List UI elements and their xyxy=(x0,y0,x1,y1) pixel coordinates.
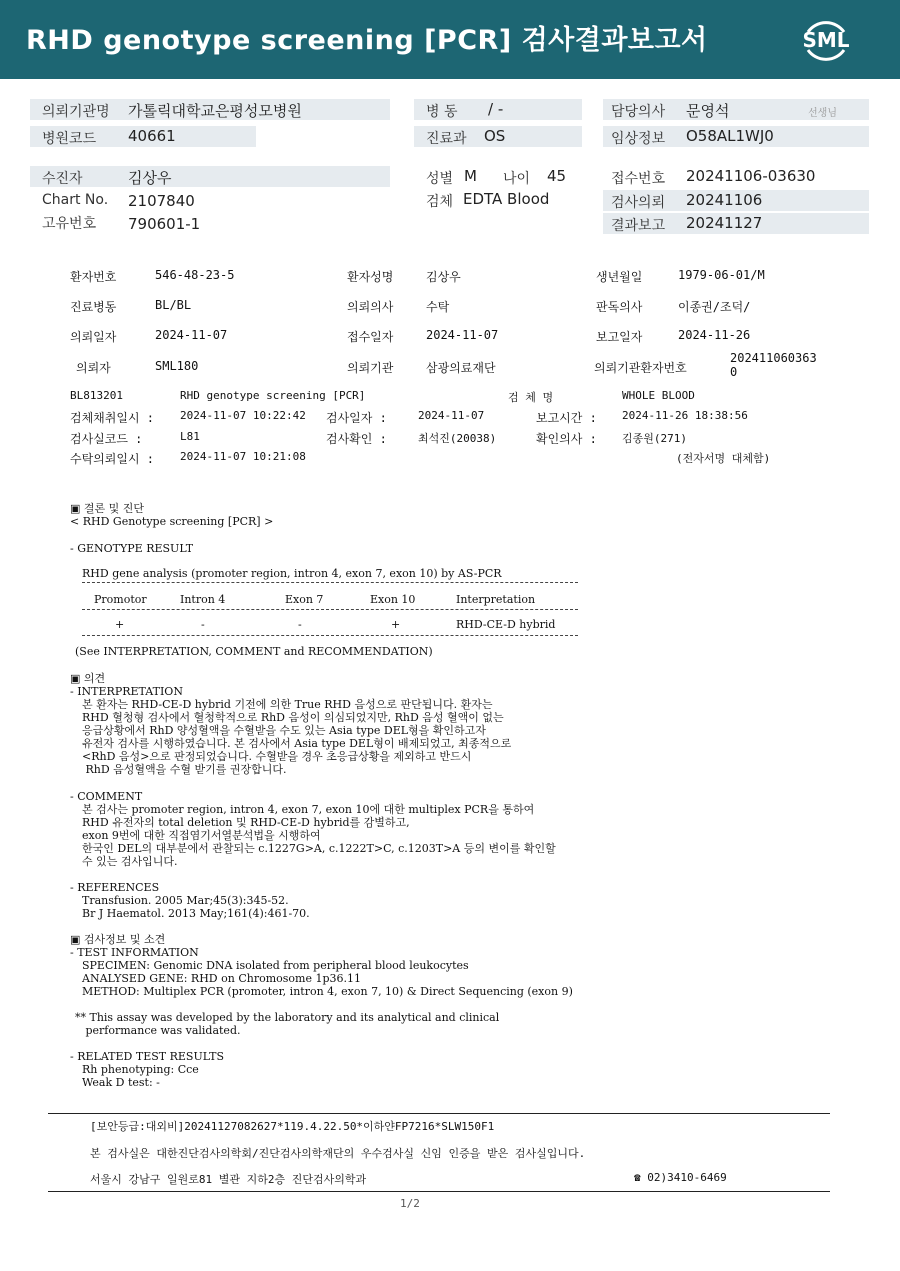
age-label: 나이 xyxy=(503,171,531,187)
institution-label: 의뢰기관명 xyxy=(42,104,110,120)
testinfo-line-1: SPECIMEN: Genomic DNA isolated from peripheral blood leukocytes xyxy=(82,959,469,972)
cell-intron4: - xyxy=(201,618,205,631)
d2-label-2: 검사확인 : xyxy=(326,432,387,446)
specimen-label: 검체 xyxy=(426,194,454,210)
doctor-label: 담당의사 xyxy=(611,104,666,120)
r4-label-1: 의뢰자 xyxy=(76,361,111,375)
assay-note-1: ** This assay was developed by the laboratory and its analytical and clinical xyxy=(75,1011,500,1024)
table-divider-top xyxy=(82,582,578,583)
doctor-value: 문영석 xyxy=(686,102,730,120)
r1-label-2: 환자성명 xyxy=(347,270,394,284)
cell-exon10: + xyxy=(391,618,401,631)
sml-logo xyxy=(796,12,856,68)
interp-line-2: RHD 혈청형 검사에서 혈청학적으로 RhD 음성이 의심되었지만, RhD 음성 혈액이 없는 xyxy=(82,711,504,724)
cell-interpretation: RHD-CE-D hybrid xyxy=(456,618,556,631)
testinfo-line-3: METHOD: Multiplex PCR (promoter, intron 4, exon 7, 10) & Direct Sequencing (exon 9) xyxy=(82,985,573,998)
ref-line-1: Transfusion. 2005 Mar;45(3):345-52. xyxy=(82,894,289,907)
d3-value-1: 2024-11-07 10:21:08 xyxy=(180,450,306,463)
col-exon10: Exon 10 xyxy=(370,593,416,606)
r4-value-3b: 0 xyxy=(730,365,738,379)
uid-label: 고유번호 xyxy=(42,216,97,232)
d2-label-3: 확인의사 : xyxy=(536,432,597,446)
chart-value: 2107840 xyxy=(128,192,195,210)
r1-value-2: 김상우 xyxy=(426,270,461,284)
d1-label-3: 보고시간 : xyxy=(536,411,597,425)
dept-value: OS xyxy=(484,127,506,145)
receipt-value: 20241106-03630 xyxy=(686,167,816,185)
comment-head: - COMMENT xyxy=(70,790,143,803)
footer-line-top xyxy=(48,1113,830,1114)
uid-value: 790601-1 xyxy=(128,215,201,233)
hospital-code-value: 40661 xyxy=(128,127,176,145)
r1-value-1: 546-48-23-5 xyxy=(155,268,235,282)
d1-label-1: 검체채취일시 : xyxy=(70,411,155,425)
phone-line: ☎ 02)3410-6469 xyxy=(634,1171,727,1184)
d2-value-1: L81 xyxy=(180,430,200,443)
report-value: 20241127 xyxy=(686,214,763,232)
r3-label-3: 보고일자 xyxy=(596,330,643,344)
security-line: [보안등급:대외비]20241127082627*119.4.22.50*이하얀FP7216*SLW150F1 xyxy=(90,1120,495,1133)
logo-text: SML xyxy=(802,28,850,52)
comment-line-1: 본 검사는 promoter region, intron 4, exon 7, exon 10에 대한 multiplex PCR을 통하여 xyxy=(82,803,535,816)
interp-line-5: <RhD 음성>으로 판정되었습니다. 수혈받을 경우 초응급상황을 제외하고 반드시 xyxy=(82,750,472,763)
report-title: RHD genotype screening [PCR] 검사결과보고서 xyxy=(26,25,708,56)
r4-value-3: 202411060363 xyxy=(730,351,817,365)
address-line: 서울시 강남구 일원로81 별관 지하2층 진단검사의학과 xyxy=(90,1173,367,1186)
specimen-value: EDTA Blood xyxy=(463,190,550,208)
r2-value-3: 이종권/조덕/ xyxy=(678,300,751,314)
d2-value-2: 최석진(20038) xyxy=(418,432,497,445)
sex-label: 성별 xyxy=(426,171,454,187)
table-divider-bottom xyxy=(82,635,578,636)
r2-label-3: 판독의사 xyxy=(596,300,643,314)
d2-value-3: 김종원(271) xyxy=(622,432,687,445)
assay-note-2: performance was validated. xyxy=(75,1024,241,1037)
d3-label-1: 수탁의뢰일시 : xyxy=(70,452,155,466)
request-value: 20241106 xyxy=(686,191,763,209)
related-line-2: Weak D test: - xyxy=(82,1076,160,1089)
r3-value-2: 2024-11-07 xyxy=(426,328,499,342)
r4-value-1: SML180 xyxy=(155,359,199,373)
interp-line-3: 응급상황에서 RhD 양성혈액을 수혈받을 수도 있는 Asia type DEL형을 확인하고자 xyxy=(82,724,486,737)
interp-line-4: 유전자 검사를 시행하였습니다. 본 검사에서 Asia type DEL형이 배제되었고, 최종적으로 xyxy=(82,737,512,750)
testinfo-line-2: ANALYSED GENE: RHD on Chromosome 1p36.11 xyxy=(82,972,361,985)
col-promotor: Promotor xyxy=(94,593,147,606)
r4-label-3: 의뢰기관환자번호 xyxy=(594,361,687,375)
r2-label-1: 진료병동 xyxy=(70,300,117,314)
comment-line-4: 한국인 DEL의 대부분에서 관찰되는 c.1227G>A, c.1222T>C, c.1203T>A 등의 변이를 확인할 xyxy=(82,842,556,855)
request-label: 검사의뢰 xyxy=(611,195,666,211)
d1-value-2: 2024-11-07 xyxy=(418,409,485,422)
r3-value-1: 2024-11-07 xyxy=(155,328,228,342)
table-divider-mid xyxy=(82,609,578,610)
footer-line-bottom xyxy=(48,1191,830,1192)
page-number: 1/2 xyxy=(400,1197,420,1210)
col-exon7: Exon 7 xyxy=(285,593,324,606)
age-value: 45 xyxy=(547,167,567,185)
r2-value-2: 수탁 xyxy=(426,300,450,314)
d1-value-1: 2024-11-07 10:22:42 xyxy=(180,409,306,422)
report-label: 결과보고 xyxy=(611,218,666,234)
patient-box xyxy=(30,166,390,187)
r3-label-2: 접수일자 xyxy=(347,330,394,344)
r2-label-2: 의뢰의사 xyxy=(347,300,394,314)
patient-label: 수진자 xyxy=(42,171,83,187)
genotype-head: - GENOTYPE RESULT xyxy=(70,542,194,555)
related-head: - RELATED TEST RESULTS xyxy=(70,1050,224,1063)
r1-value-3: 1979-06-01/M xyxy=(678,268,765,282)
interp-line-6: RhD 음성혈액을 수혈 받기를 권장합니다. xyxy=(82,763,287,776)
doctor-suffix: 선생님 xyxy=(808,108,837,119)
ref-line-2: Br J Haematol. 2013 May;161(4):461-70. xyxy=(82,907,310,920)
test-name: RHD genotype screening [PCR] xyxy=(180,389,366,402)
d2-label-1: 검사실코드 : xyxy=(70,432,143,446)
report-header xyxy=(0,0,900,79)
cell-promotor: + xyxy=(115,618,125,631)
r2-value-1: BL/BL xyxy=(155,298,192,312)
specimen-name-value: WHOLE BLOOD xyxy=(622,389,695,402)
opinion-title: ▣ 의견 xyxy=(70,672,106,685)
col-interpretation: Interpretation xyxy=(456,593,536,606)
see-note: (See INTERPRETATION, COMMENT and RECOMMENDATION) xyxy=(75,645,433,658)
ward-value: / - xyxy=(488,100,504,118)
r3-value-3: 2024-11-26 xyxy=(678,328,751,342)
receipt-label: 접수번호 xyxy=(611,171,666,187)
institution-value: 가톨릭대학교은평성모병원 xyxy=(128,102,302,120)
testinfo-head: - TEST INFORMATION xyxy=(70,946,199,959)
r4-label-2: 의뢰기관 xyxy=(347,361,394,375)
e-sign-note: (전자서명 대체함) xyxy=(676,452,771,465)
testinfo-title: ▣ 검사정보 및 소견 xyxy=(70,933,166,946)
col-intron4: Intron 4 xyxy=(180,593,226,606)
hospital-code-label: 병원코드 xyxy=(42,131,97,147)
related-line-1: Rh phenotyping: Cce xyxy=(82,1063,199,1076)
ward-label: 병 동 xyxy=(426,104,458,120)
d1-value-3: 2024-11-26 18:38:56 xyxy=(622,409,748,422)
dept-label: 진료과 xyxy=(426,131,467,147)
analysis-line: RHD gene analysis (promoter region, intron 4, exon 7, exon 10) by AS-PCR xyxy=(82,567,502,580)
ref-head: - REFERENCES xyxy=(70,881,160,894)
section1-title: ▣ 결론 및 진단 xyxy=(70,502,145,515)
chart-label: Chart No. xyxy=(42,192,109,208)
r4-value-2: 삼광의료재단 xyxy=(426,361,496,375)
clinical-value: O58AL1WJ0 xyxy=(686,127,774,145)
interp-head: - INTERPRETATION xyxy=(70,685,183,698)
sex-value: M xyxy=(464,167,477,185)
r3-label-1: 의뢰일자 xyxy=(70,330,117,344)
d1-label-2: 검사일자 : xyxy=(326,411,387,425)
r1-label-3: 생년월일 xyxy=(596,270,643,284)
specimen-name-label: 검 체 명 xyxy=(508,391,554,404)
comment-line-2: RHD 유전자의 total deletion 및 RHD-CE-D hybrid를 감별하고, xyxy=(82,816,410,829)
clinical-label: 임상정보 xyxy=(611,131,666,147)
r1-label-1: 환자번호 xyxy=(70,270,117,284)
comment-line-5: 수 있는 검사입니다. xyxy=(82,855,178,868)
patient-value: 김상우 xyxy=(128,169,172,187)
test-code: BL813201 xyxy=(70,389,123,402)
cert-line: 본 검사실은 대한진단검사의학회/진단검사의학재단의 우수검사실 신임 인증을 받은 검사실입니다. xyxy=(90,1147,586,1160)
section1-subtitle: < RHD Genotype screening [PCR] > xyxy=(70,515,274,528)
interp-line-1: 본 환자는 RHD-CE-D hybrid 기전에 의한 True RHD 음성으로 판단됩니다. 환자는 xyxy=(82,698,493,711)
cell-exon7: - xyxy=(298,618,302,631)
comment-line-3: exon 9번에 대한 직접염기서열분석법을 시행하여 xyxy=(82,829,321,842)
